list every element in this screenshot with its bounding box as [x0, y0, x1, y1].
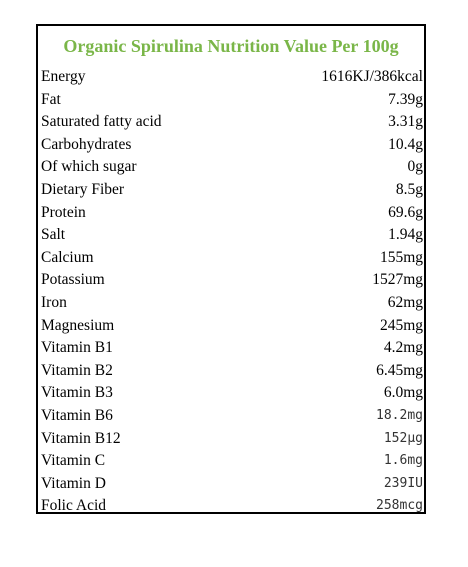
nutrient-value: 239IU: [383, 475, 423, 491]
nutrient-value: 6.0mg: [383, 384, 423, 402]
nutrition-row: [38, 473, 424, 496]
nutrient-name: Vitamin B6: [41, 406, 113, 424]
nutrient-name: Energy: [41, 68, 86, 85]
nutrition-row: [38, 269, 424, 292]
nutrient-value: 62mg: [387, 293, 423, 311]
nutrient-name: Iron: [41, 293, 67, 311]
nutrition-row: [38, 111, 424, 134]
nutrition-row: [38, 292, 424, 315]
nutrient-name: Salt: [41, 226, 66, 244]
nutrient-value: 69.6g: [388, 203, 423, 221]
nutrient-value: 1.6mg: [383, 453, 423, 469]
nutrient-value: 245mg: [379, 316, 423, 334]
nutrition-row: [38, 179, 424, 202]
nutrient-value: 152μg: [383, 430, 423, 446]
nutrition-row: [38, 89, 424, 112]
nutrient-name: Fat: [41, 90, 61, 108]
table-title: Organic Spirulina Nutrition Value Per 100g: [63, 36, 399, 56]
nutrient-value: 0g: [407, 158, 423, 176]
nutrition-row: [38, 495, 424, 518]
nutrient-value: 6.45mg: [376, 361, 423, 379]
nutrition-row: [38, 156, 424, 179]
nutrient-name: Of which sugar: [41, 158, 137, 176]
nutrient-name: Calcium: [41, 248, 94, 266]
nutrition-row: [38, 247, 424, 270]
nutrition-table: [36, 24, 426, 514]
nutrient-value: 155mg: [379, 248, 423, 266]
nutrient-value: 4.2mg: [383, 339, 423, 357]
nutrition-row: [38, 382, 424, 405]
nutrient-name: Magnesium: [41, 316, 115, 334]
nutrition-row: [38, 450, 424, 473]
nutrient-value: 258mcg: [376, 498, 423, 514]
nutrition-rows: [38, 66, 424, 518]
nutrient-value: 8.5g: [395, 180, 423, 198]
nutrient-name: Vitamin B3: [41, 384, 113, 402]
nutrient-name: Carbohydrates: [41, 135, 132, 153]
nutrient-name: Vitamin B12: [41, 429, 121, 447]
nutrient-value: 1527mg: [372, 271, 423, 289]
nutrient-value: 3.31g: [388, 113, 423, 131]
nutrition-row: [38, 405, 424, 428]
nutrient-name: Protein: [41, 203, 86, 221]
nutrition-row: [38, 428, 424, 451]
nutrient-name: Dietary Fiber: [41, 180, 125, 198]
nutrient-name: Potassium: [41, 271, 105, 289]
nutrition-row: [38, 224, 424, 247]
nutrient-name: Folic Acid: [41, 497, 107, 515]
nutrient-name: Vitamin D: [41, 474, 106, 492]
nutrient-name: Vitamin C: [41, 452, 106, 470]
nutrient-name: Vitamin B1: [41, 339, 113, 357]
nutrition-row: [38, 337, 424, 360]
nutrition-row: [38, 134, 424, 157]
nutrition-row: [38, 66, 424, 89]
nutrition-row: [38, 315, 424, 338]
nutrient-name: Vitamin B2: [41, 361, 113, 379]
nutrient-value: 1616KJ/386kcal: [321, 68, 423, 85]
nutrient-value: 7.39g: [388, 90, 423, 108]
nutrition-row: [38, 202, 424, 225]
nutrient-name: Saturated fatty acid: [41, 113, 162, 131]
nutrition-row: [38, 360, 424, 383]
nutrient-value: 10.4g: [388, 135, 423, 153]
nutrient-value: 18.2mg: [376, 407, 423, 423]
nutrient-value: 1.94g: [388, 226, 423, 244]
